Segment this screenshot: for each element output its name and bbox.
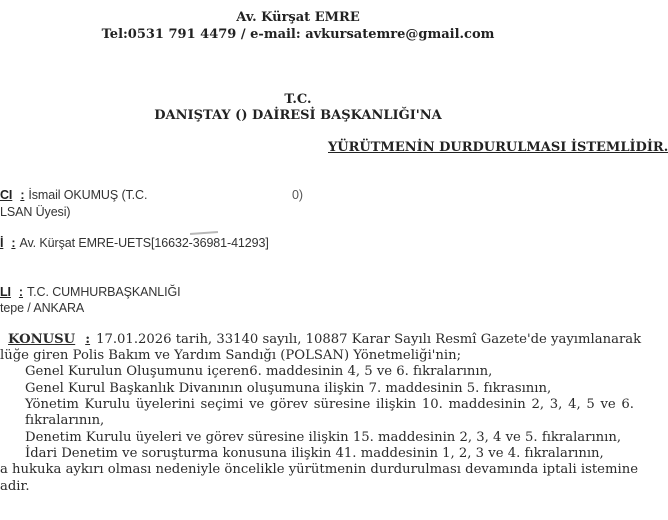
subject-item: Denetim Kurulu üyeleri ve görev süresine ilişkin 15. maddesinin 2, 3, 4 ve 5. fıkralarının, — [25, 430, 622, 445]
subject-head — [8, 332, 96, 347]
subject-item: İdari Denetim ve soruşturma konusuna ilişkin 41. maddesinin 1, 2, 3 ve 4. fıkralarının, — [25, 446, 604, 461]
closing-line2: adir. — [0, 479, 30, 494]
request-title: YÜRÜTMENİN DURDURULMASI İSTEMLİDİR. — [328, 140, 668, 155]
court-name-heading: DANIŞTAY () DAİRESİ BAŞKANLIĞI'NA — [154, 108, 442, 123]
subject-item: Genel Kurulun Oluşumunu içeren6. maddesinin 4, 5 ve 6. fıkralarının, — [25, 364, 493, 379]
subject-item-continuation: fıkralarının, — [25, 413, 105, 428]
plaintiff-value-line2: LSAN Üyesi) — [0, 205, 71, 219]
closing-line1: a hukuka aykırı olması nedeniyle öncelikle yürütmenin durdurulması devamında iptali istemine — [0, 462, 638, 477]
defendant-row — [0, 285, 180, 299]
plaintiff-redacted-tail: 0) — [292, 188, 303, 202]
subject-label: KONUSU — [8, 332, 76, 347]
subject-row — [8, 332, 642, 347]
subject-line2: lüğe giren Polis Bakım ve Yardım Sandığı (POLSAN) Yönetmeliği'nin; — [0, 348, 462, 363]
defendant-label: LI — [0, 285, 11, 299]
scan-artifact — [190, 231, 218, 235]
defendant-value-line2: tepe / ANKARA — [0, 301, 85, 315]
defendant-value: T.C. CUMHURBAŞKANLIĞI — [27, 285, 181, 299]
subject-item: Genel Kurul Başkanlık Divanının oluşumuna ilişkin 7. maddesinin 5. fıkrasının, — [25, 381, 552, 396]
lawyer-contact: Tel:0531 791 4479 / e-mail: avkursatemre@gmail.com — [101, 27, 495, 42]
attorney-row — [0, 236, 269, 250]
attorney-label: İ — [0, 236, 4, 250]
plaintiff-colon: : — [20, 188, 25, 202]
plaintiff-row — [0, 188, 147, 202]
attorney-colon: : — [11, 236, 16, 250]
defendant-colon: : — [18, 285, 23, 299]
lawyer-name: Av. Kürşat EMRE — [236, 10, 360, 25]
subject-colon: : — [85, 332, 91, 347]
subject-line1: 17.01.2026 tarih, 33140 sayılı, 10887 Karar Sayılı Resmî Gazete'de yayımlanarak — [96, 332, 642, 347]
court-tc-heading: T.C. — [284, 92, 312, 107]
plaintiff-label: CI — [0, 188, 13, 202]
attorney-value: Av. Kürşat EMRE-UETS[16632-36981-41293] — [19, 236, 269, 250]
subject-item: Yönetim Kurulu üyelerini seçimi ve görev süresine ilişkin 10. maddesinin 2, 3, 4, 5 ve 6. — [25, 397, 634, 412]
plaintiff-value: İsmail OKUMUŞ (T.C. — [28, 188, 148, 202]
